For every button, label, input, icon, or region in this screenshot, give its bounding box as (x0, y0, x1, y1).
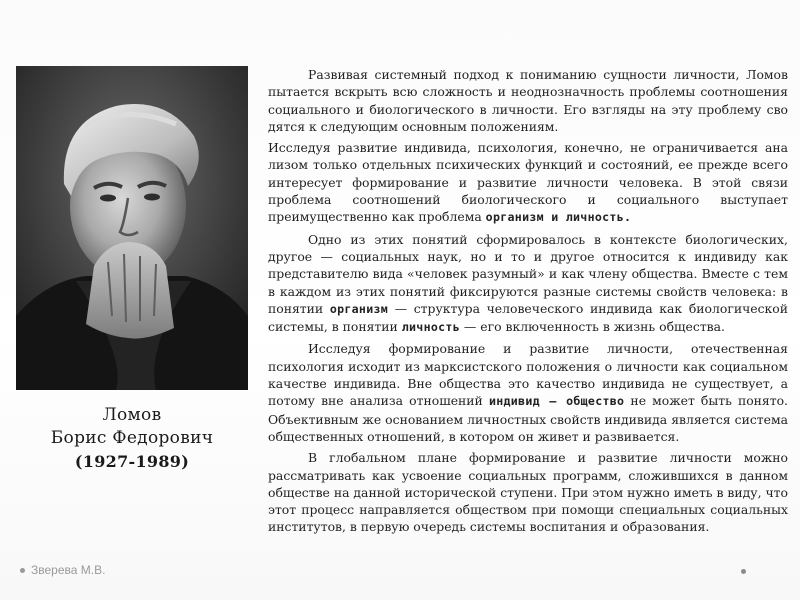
emphasized-term: организм и личность. (485, 210, 632, 225)
caption-name: Борис Федорович (50, 428, 214, 448)
paragraph (268, 340, 788, 445)
caption-years: (1927-1989) (74, 452, 190, 471)
paragraph (268, 231, 788, 337)
paragraph-text: не может быть понято. Объективным же основанием личностных свойств индивида является система общественных отношений, в котором он живет и развивается. (268, 393, 789, 444)
paragraph-text: Одно из этих понятий сформировалось в контексте биологических, другое — социальных наук, но и то и другое относится к индивиду как представителю вида «человек разумный» и как члену общества. Вместе с тем в каждом из этих понятий фиксируются разные системы свойств человека: в понятии (268, 231, 788, 316)
caption-surname: Ломов (102, 405, 162, 425)
portrait-image (16, 66, 248, 390)
portrait-caption (16, 404, 248, 473)
body-text (268, 66, 788, 540)
footer-author (20, 563, 105, 577)
emphasized-term: организм (329, 301, 389, 316)
paragraph-text: Развивая системный подход к пониманию сущности личности, Ломов пытается вскрыть всю сложность и неоднозначность проблемы соотношения социального и биологического в личности. Его взгляды на эту проблему сво дятся к следующим основным положениям. (268, 67, 788, 134)
paragraph-text: Исследуя формирование и развитие личности, отечественная психология исходит из марксистского положения о личности как социальном качестве индивида. Вне общества это качество индивида не существует, а потому вне анализа отношений (268, 341, 788, 409)
paragraph-text: В глобальном плане формирование и развитие личности можно рассматривать как усвоение социальных программ, сложившихся в данном обществе на данной исторической ступени. При этом нужно иметь в виду, что этот процесс направляется обществом при помощи специальных социальных институтов, в первую очередь системы воспитания и образования. (268, 450, 788, 535)
paragraph-text: — его включенность в жизнь общества. (459, 319, 725, 335)
paragraph-text: Исследуя развитие индивида, психология, конечно, не ограничивается ана лизом только отдельных психических функций и состояний, ее прежде всего интересует формирование и развитие личности человека. В этой связи проблема соотношений биологического и социального выступает преимущественно как проблема (268, 140, 788, 225)
paragraph (268, 449, 788, 535)
paragraph (268, 139, 788, 226)
emphasized-term: личность (401, 320, 460, 335)
emphasized-term: индивид — общество (488, 394, 625, 409)
portrait-photo (16, 66, 248, 390)
paragraph (268, 66, 788, 135)
slide-dot-icon (741, 569, 746, 574)
bullet-icon (20, 568, 25, 573)
paragraph-text: — структура человеческого индивида как биологической системы, в понятии (268, 300, 789, 335)
footer-author-label: Зверева М.В. (31, 563, 106, 577)
